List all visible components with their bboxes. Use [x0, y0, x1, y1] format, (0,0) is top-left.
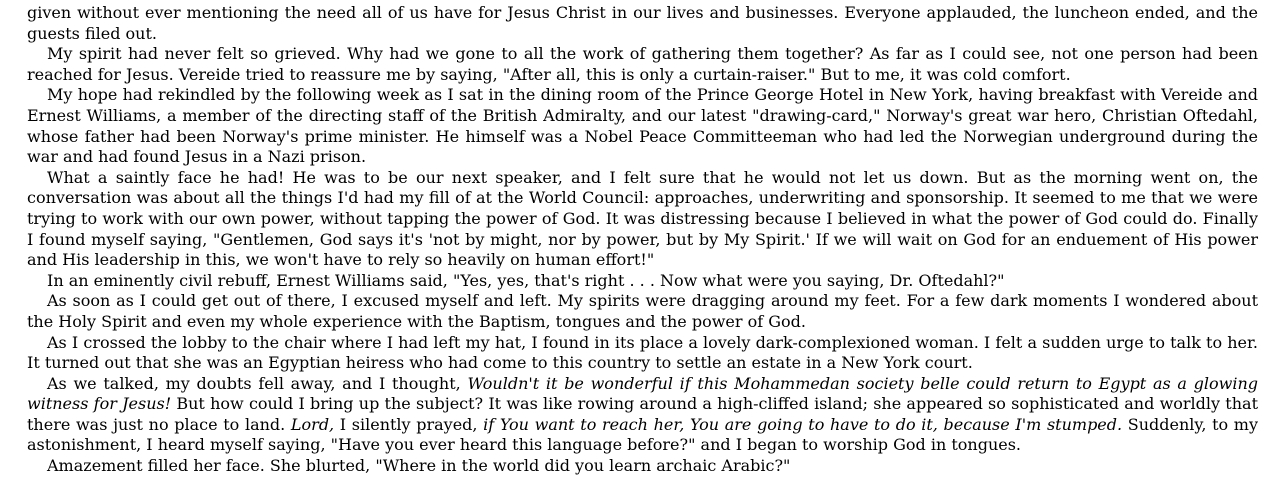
text-run: My spirit had never felt so grieved. Why had we gone to all the work of gathering them together? As far as I could see, not one person had been reached for Jesus. Vereide tried to reassure me by saying, "After all, this is only a curtain-raiser." But to me, it was cold comfort. — [27, 44, 1258, 84]
text-run: What a saintly face he had! He was to be our next speaker, and I felt sure that he would not let us down. But as the morning went on, the conversation was about all the things I'd had my fill of at the World Council: approaches, underwriting and sponsorship. It seemed to me that we were trying to work with our own power, without tapping the power of God. It was distressing because I believed in what the power of God could do. Finally I found myself saying, "Gentlemen, God says it's 'not by might, nor by power, but by My Spirit.' If we will wait on God for an enduement of His power and His leadership in this, we won't have to rely so heavily on human effort!" — [27, 167, 1258, 270]
text-run: given without ever mentioning the need all of us have for Jesus Christ in our lives and businesses. Everyone applauded, the luncheon ended, and the guests filed out. — [27, 3, 1258, 43]
text-run: My hope had rekindled by the following week as I sat in the dining room of the Prince George Hotel in New York, having breakfast with Vereide and Ernest Williams, a member of the directing staff of the British Admiralty, and our latest "drawing-card," Norway's great war hero, Christian Oftedahl, whose father had been Norway's prime minister. He himself was a Nobel Peace Committeeman who had led the Norwegian underground during the war and had found Jesus in a Nazi prison. — [27, 85, 1258, 167]
paragraph — [27, 3, 1258, 44]
text-run: As soon as I could get out of there, I excused myself and left. My spirits were dragging around my feet. For a few dark moments I wondered about the Holy Spirit and even my whole experience with the Baptism, tongues and the power of God. — [27, 291, 1258, 331]
italic-text-run: Wouldn't it be wonderful if this Mohammedan society belle could return to Egypt as a glowing witness for Jesus! — [27, 373, 1259, 414]
text-run: In an eminently civil rebuff, Ernest Williams said, "Yes, yes, that's right . . . Now what were you saying, Dr. Oftedahl?" — [47, 270, 1005, 290]
body-text — [27, 3, 1258, 477]
text-run: I silently prayed, — [334, 414, 484, 434]
paragraph — [27, 85, 1258, 167]
text-run: But how could I bring up the subject? It was like rowing around a high-cliffed island; she appeared so sophisticated and worldly that there was just no place to land. — [27, 394, 1258, 434]
paragraph — [27, 44, 1258, 85]
paragraph — [27, 168, 1258, 271]
italic-text-run: Lord, — [290, 414, 335, 434]
paragraph — [27, 291, 1258, 332]
paragraph — [27, 456, 1258, 477]
text-run: As I crossed the lobby to the chair where I had left my hat, I found in its place a lovely dark-complexioned woman. I felt a sudden urge to talk to her. It turned out that she was an Egyptian heiress who had come to this country to settle an estate in a New York court. — [27, 332, 1258, 373]
paragraph — [27, 374, 1258, 456]
text-run: Suddenly, to my astonishment, I heard myself saying, "Have you ever heard this language before?" and I began to worship God in tongues. — [27, 414, 1259, 455]
text-run: Amazement filled her face. She blurted, "Where in the world did you learn archaic Arabic?" — [47, 456, 791, 476]
text-run: As we talked, my doubts fell away, and I thought, — [47, 373, 468, 393]
paragraph — [27, 333, 1258, 374]
italic-text-run: if You want to reach her, You are going to have to do it, because I'm stumped. — [483, 414, 1123, 434]
paragraph — [27, 271, 1258, 292]
